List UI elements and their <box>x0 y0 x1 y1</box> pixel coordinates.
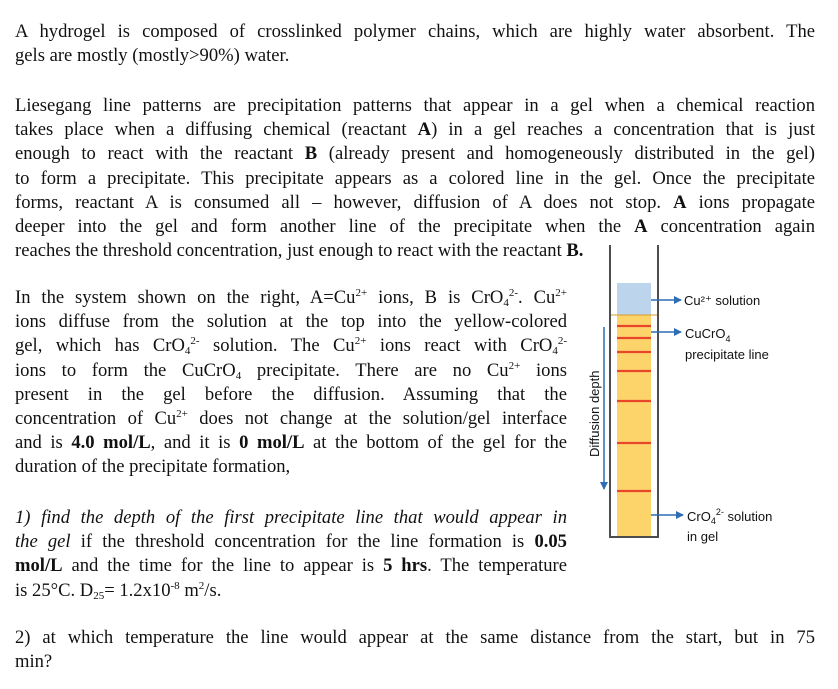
liesegang-line-1: Liesegang line patterns are precipitation patterns that appear in a gel when a chemical reaction <box>15 95 815 116</box>
precipitate-label-line-1: CuCrO$_4$ <box>685 326 731 344</box>
cu-solution-region <box>617 283 651 315</box>
liesegang-line-3: enough to react with the reactant B (already present and homogeneously distributed in the gel) <box>15 143 815 165</box>
question-1 <box>15 506 567 603</box>
intro-paragraph <box>15 20 815 68</box>
system-line-1: In the system shown on the right, $A=Cu^{2+}$ ions, B is CrO$_4^{2-}$. $Cu^{2+}$ <box>15 287 567 309</box>
intro-line-2: gels are mostly (mostly>90%) water. <box>15 45 290 67</box>
intro-line-1: A hydrogel is composed of crosslinked polymer chains, which are highly water absorbent. The <box>15 21 815 42</box>
diffusion-depth-label: Diffusion depth <box>587 370 602 457</box>
precipitate-label-line-2: precipitate line <box>685 347 769 362</box>
system-line-3: gel, which has CrO$_4^{2-}$ solution. The $Cu^{2+}$ ions react with CrO$_4^{2-}$ <box>15 335 567 358</box>
system-line-4: ions to form the CuCrO$_4$ precipitate. There are no $Cu^{2+}$ ions <box>15 359 567 382</box>
question-2-line-2: min? <box>15 651 53 673</box>
liesegang-line-2: takes place when a diffusing chemical (reactant A) in a gel reaches a concentration that is just <box>15 119 816 141</box>
question-2 <box>15 626 815 674</box>
liesegang-line-6: deeper into the gel and form another line of the precipitate when the A concentration again <box>15 216 815 238</box>
question-2-line-1: 2) at which temperature the line would appear at the same distance from the start, but in 75 <box>15 627 815 648</box>
question-1-line-4: is 25°C. $D_{25}= 1.2x10^{-8}$ $m^2/s$. <box>15 579 222 602</box>
system-line-2: ions diffuse from the solution at the top into the yellow-colored <box>15 311 567 333</box>
liesegang-paragraph <box>15 94 815 263</box>
gel-diagram <box>580 245 830 555</box>
system-line-7: and is 4.0 mol/L, and it is 0 mol/L at the bottom of the gel for the <box>15 432 568 454</box>
system-description <box>15 286 567 480</box>
cro4-label-line-2: in gel <box>687 529 719 544</box>
gel-diagram-svg <box>580 245 830 555</box>
system-line-5: present in the gel before the diffusion. Assuming that the <box>15 383 567 405</box>
gel-region <box>617 315 651 537</box>
cu-solution-label: Cu²⁺ solution <box>684 293 761 308</box>
question-1-line-2: the gel if the threshold concentration for the line formation is 0.05 <box>15 531 567 553</box>
liesegang-line-7: reaches the threshold concentration, just enough to react with the reactant B. <box>15 240 584 262</box>
liesegang-line-4: to form a precipitate. This precipitate appears as a colored line in the gel. Once the precipitate <box>15 167 815 189</box>
question-1-line-1: 1) find the depth of the first precipitate line that would appear in <box>15 507 567 528</box>
liesegang-line-5: forms, reactant A is consumed all – however, diffusion of A does not stop. A ions propagate <box>15 191 815 213</box>
cro4-label-line-1: CrO$_4^{2-}$ solution <box>687 507 773 526</box>
system-line-6: concentration of $Cu^{2+}$ does not change at the solution/gel interface <box>15 408 567 430</box>
system-line-8: duration of the precipitate formation, <box>15 456 291 478</box>
question-1-line-3: mol/L and the time for the line to appear is 5 hrs. The temperature <box>15 555 567 577</box>
